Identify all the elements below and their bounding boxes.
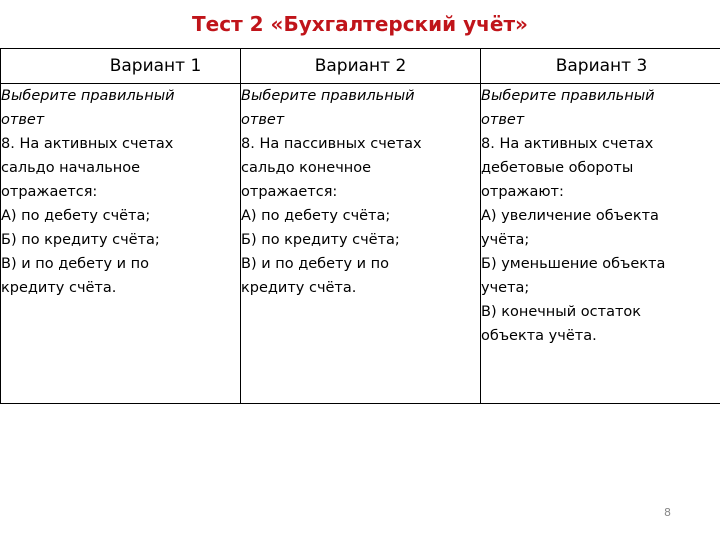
answer-option: А) увеличение объекта <box>481 208 659 224</box>
question-line: отражается: <box>1 184 98 200</box>
question-line: сальдо конечное <box>241 160 372 176</box>
answer-option: учёта; <box>481 232 530 248</box>
variant-2-content <box>241 84 481 404</box>
answer-option: В) и по дебету и по <box>1 256 150 272</box>
question-line: 8. На активных счетах <box>1 136 174 152</box>
question-line: сальдо начальное <box>1 160 141 176</box>
answer-option: Б) по кредиту счёта; <box>1 232 160 248</box>
answer-option: Б) уменьшение объекта <box>481 256 666 272</box>
answer-option: объекта учёта. <box>481 328 597 344</box>
answer-option: учета; <box>481 280 530 296</box>
answer-option: В) конечный остаток <box>481 304 642 320</box>
variant-3-header: Вариант 3 <box>481 49 720 84</box>
question-line: дебетовые обороты <box>481 160 634 176</box>
variant-3-content <box>481 84 720 404</box>
answer-option: В) и по дебету и по <box>241 256 390 272</box>
question-line: отражается: <box>241 184 338 200</box>
slide-title: Тест 2 «Бухгалтерский учёт» <box>192 12 528 36</box>
variant-1-header: Вариант 1 <box>1 49 241 84</box>
instruction-line: Выберите правильный <box>481 88 655 104</box>
answer-option: кредиту счёта. <box>1 280 117 296</box>
instruction-line: ответ <box>1 112 45 128</box>
variant-1-content <box>1 84 241 404</box>
instruction-line: ответ <box>481 112 525 128</box>
answer-option: Б) по кредиту счёта; <box>241 232 400 248</box>
answer-option: А) по дебету счёта; <box>1 208 151 224</box>
instruction-line: ответ <box>241 112 285 128</box>
question-line: 8. На активных счетах <box>481 136 654 152</box>
instruction-line: Выберите правильный <box>241 88 415 104</box>
answer-option: кредиту счёта. <box>241 280 357 296</box>
instruction-line: Выберите правильный <box>1 88 175 104</box>
question-line: отражают: <box>481 184 564 200</box>
answer-option: А) по дебету счёта; <box>241 208 391 224</box>
variant-2-header: Вариант 2 <box>241 49 481 84</box>
question-line: 8. На пассивных счетах <box>241 136 422 152</box>
page-number: 8 <box>664 506 671 519</box>
test-variants-table <box>0 48 720 404</box>
